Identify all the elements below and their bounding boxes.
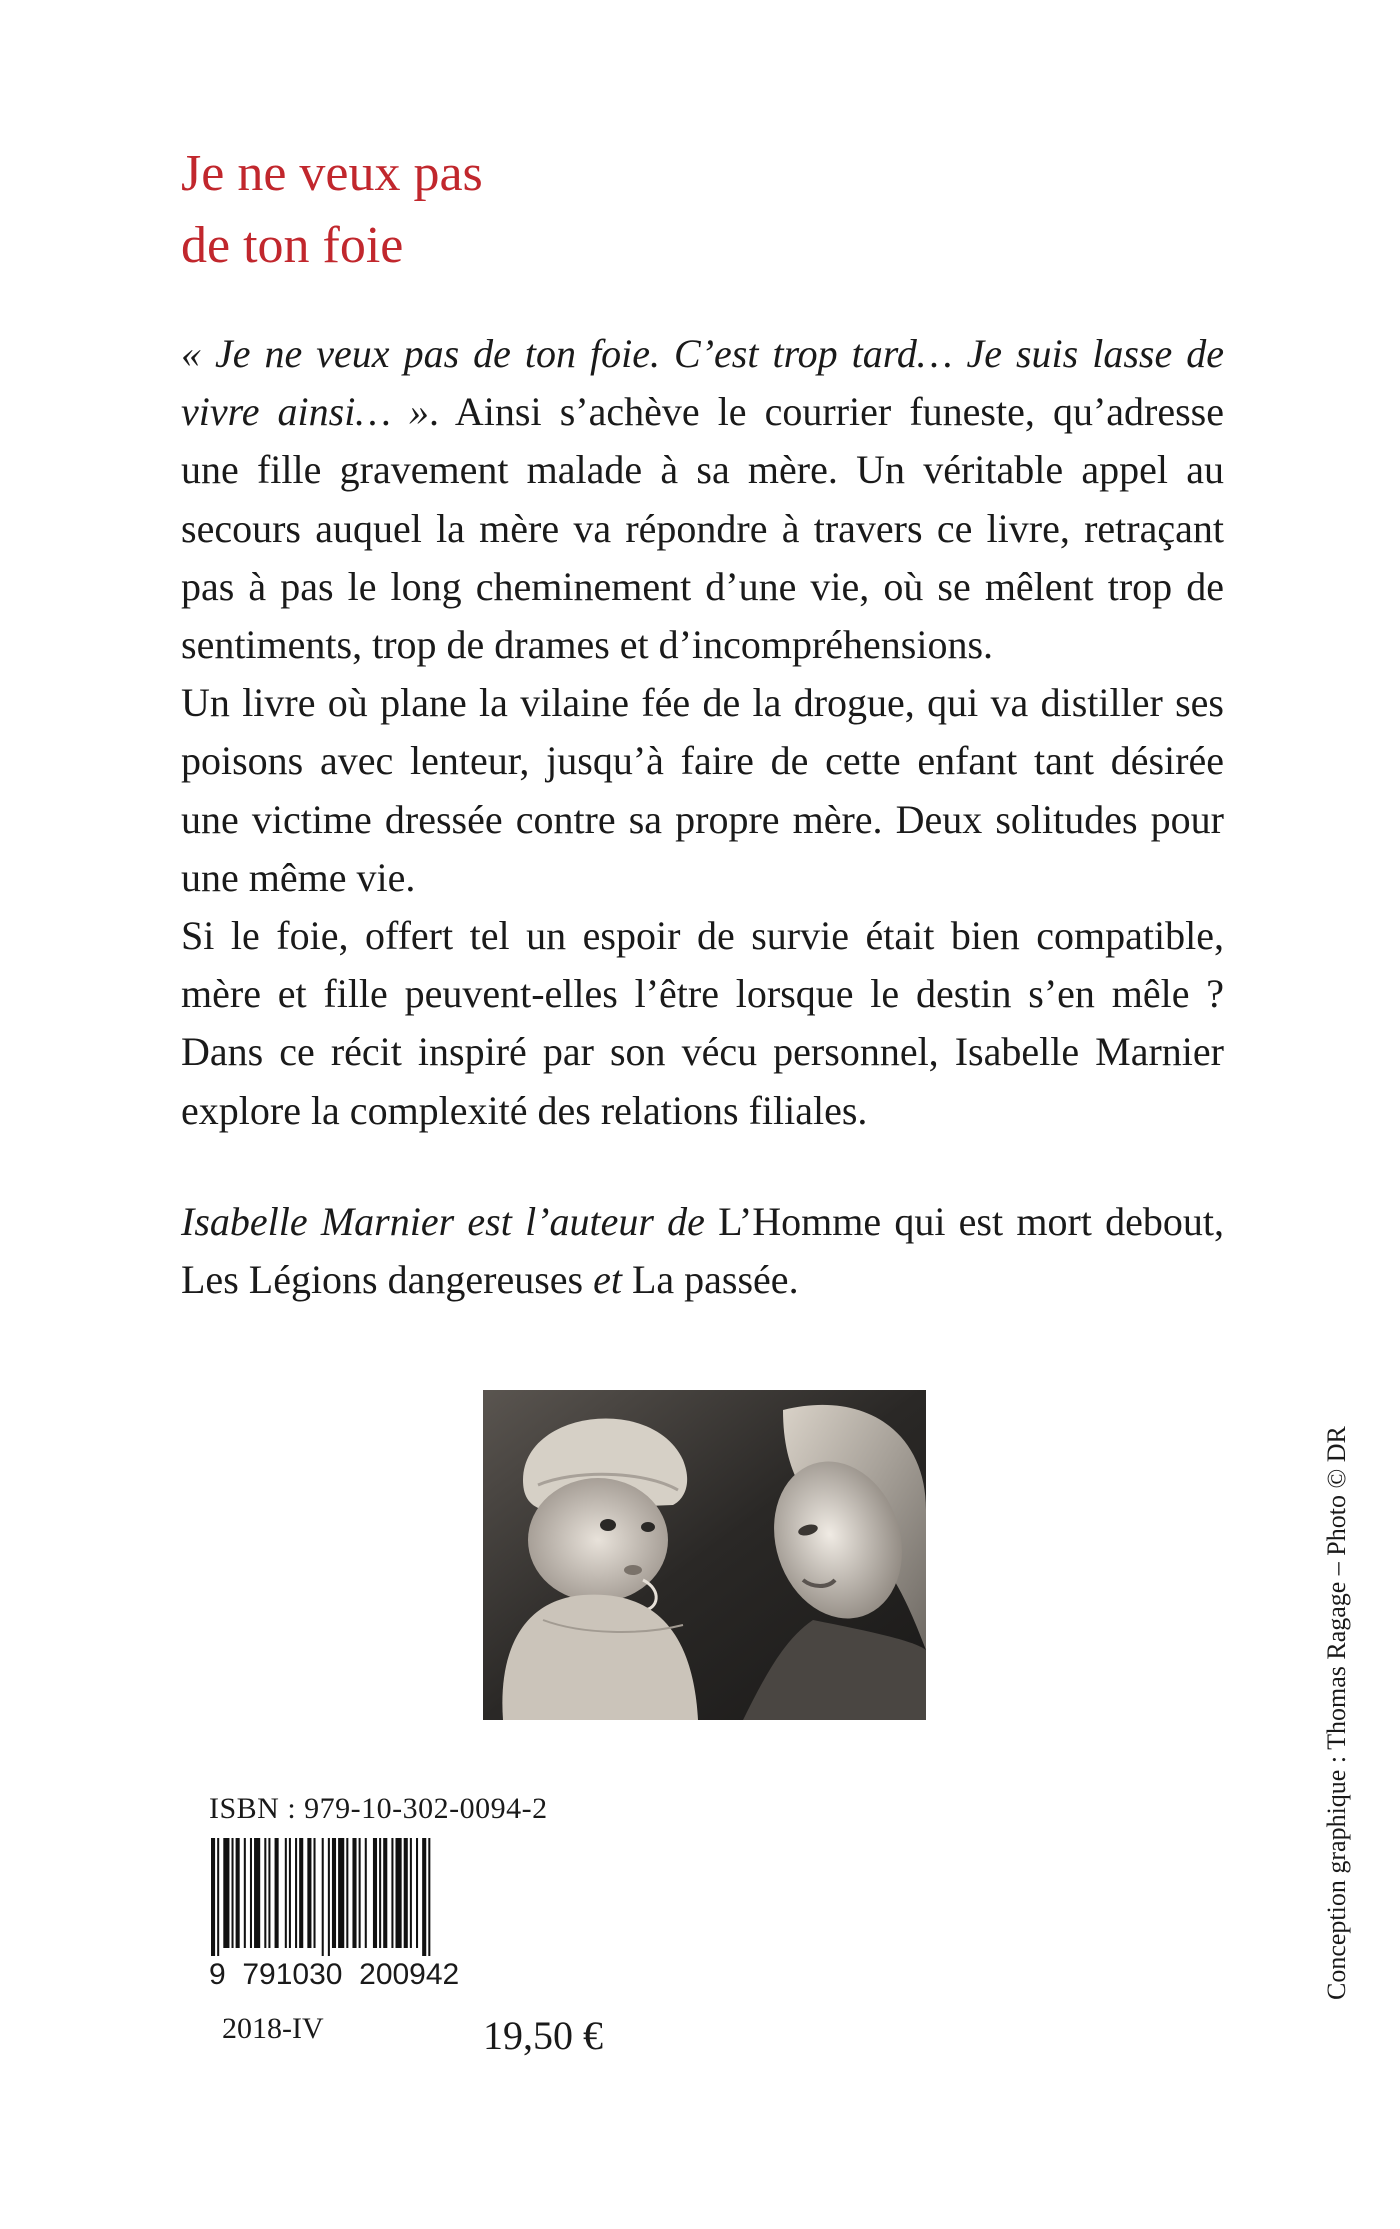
barcode-bar — [285, 1838, 287, 1948]
design-photo-credit: Conception graphique : Thomas Ragage – Photo © DR — [1322, 1426, 1351, 2000]
book-title-2: Les Légions dangereuses — [181, 1257, 584, 1303]
edition-code: 2018-IV — [222, 2012, 324, 2045]
barcode-bar — [254, 1838, 260, 1948]
barcode-bar — [352, 1838, 356, 1948]
barcode-bar — [250, 1838, 252, 1948]
barcode-bar — [422, 1838, 426, 1956]
barcode-bar — [289, 1838, 291, 1948]
barcode-bar — [346, 1838, 348, 1948]
barcode-bar — [236, 1838, 240, 1948]
blurb-paragraph-1-text: . Ainsi s’achève le courrier funeste, qu’adresse une fille gravement malade à sa mère. Un véritable appel au secours auquel la mère va répondre à travers ce livre, retraçant pas à pas le long cheminement d’une vie, où se mêlent trop de sentiments, trop de drames et d’incompréhensions. — [181, 389, 1224, 668]
blurb-paragraph-1 — [181, 325, 1224, 674]
barcode-bar — [268, 1838, 270, 1948]
blurb-paragraph-2: Un livre où plane la vilaine fée de la drogue, qui va distiller ses poisons avec lenteur, jusqu’à faire de cette enfant tant désirée une victime dressée contre sa propre mère. Deux solitudes pour une même vie. — [181, 680, 1224, 900]
barcode-bar — [332, 1838, 336, 1948]
book-title-3: La passée — [631, 1257, 789, 1303]
barcode-digits: 9 791030 200942 — [209, 1958, 460, 1991]
mother-and-baby-photo — [483, 1390, 926, 1720]
barcode-bar — [328, 1838, 330, 1956]
credits-vertical — [1318, 1380, 1358, 2000]
barcode-bar — [383, 1838, 387, 1948]
barcode-bar — [211, 1838, 215, 1956]
barcode-bar — [223, 1838, 229, 1948]
barcode-bar — [244, 1838, 246, 1948]
barcode-bar — [365, 1838, 367, 1948]
barcode-bar — [428, 1838, 430, 1956]
barcode-bar — [275, 1838, 279, 1948]
photo-illustration — [483, 1390, 926, 1720]
book-title-line-1: Je ne veux pas — [181, 145, 483, 202]
barcode-bar — [359, 1838, 361, 1948]
book-title-1: L’Homme qui est mort debout — [718, 1199, 1214, 1244]
barcode-bar — [264, 1838, 266, 1948]
book-title-line-2: de ton foie — [181, 217, 404, 274]
blurb-quote: « Je ne veux pas de ton foie. C’est trop tard… Je suis lasse de vivre ainsi… » — [181, 331, 1224, 435]
barcode-bar — [295, 1838, 297, 1948]
barcode — [209, 1838, 521, 1956]
blurb-paragraph-3: Si le foie, offert tel un espoir de survie était bien compatible, mère et fille peuvent-elles l’être lorsque le destin s’en mêle ? Dans ce récit inspiré par son vécu personnel, Isabelle Marnier explore la complexité des relations filiales. — [181, 913, 1224, 1133]
barcode-bar — [396, 1838, 402, 1948]
barcode-bar — [314, 1838, 316, 1948]
barcode-bar — [416, 1838, 418, 1948]
barcode-bar — [217, 1838, 219, 1956]
barcode-bar — [373, 1838, 377, 1948]
back-cover-blurb — [181, 325, 1224, 1140]
barcode-bar — [322, 1838, 324, 1956]
price: 19,50 € — [483, 2013, 603, 2058]
barcode-bar — [299, 1838, 303, 1948]
barcode-bar — [410, 1838, 412, 1948]
author-note-intro: Isabelle Marnier est l’auteur de — [181, 1199, 705, 1244]
barcode-bar — [379, 1838, 381, 1948]
book-title — [181, 138, 1081, 282]
author-bibliography: Isabelle Marnier est l’auteur de L’Homme qui est mort debout, Les Légions dangereuses et La passée. — [181, 1199, 1224, 1303]
barcode-bar — [307, 1838, 311, 1948]
barcode-bar — [232, 1838, 234, 1948]
barcode-bar — [391, 1838, 393, 1948]
barcode-bar — [338, 1838, 344, 1948]
isbn-number: ISBN : 979-10-302-0094-2 — [209, 1792, 548, 1825]
author-note-and: et — [593, 1257, 622, 1303]
barcode-bar — [404, 1838, 408, 1948]
